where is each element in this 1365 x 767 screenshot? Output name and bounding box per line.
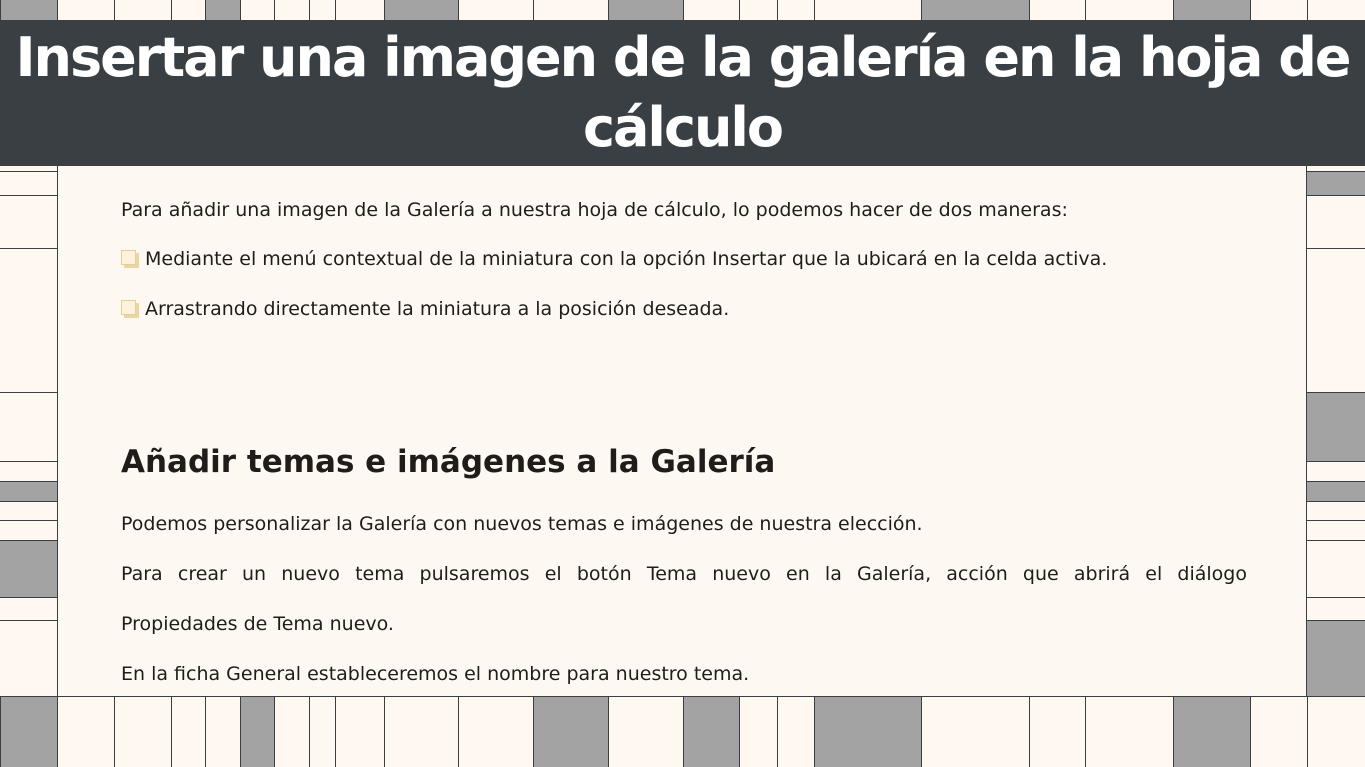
grid-cell <box>57 0 115 21</box>
grid-cell <box>0 171 58 196</box>
grid-cell <box>777 0 815 21</box>
grid-cell <box>458 696 534 767</box>
grid-cell <box>1085 696 1174 767</box>
grid-cell <box>533 0 609 21</box>
grid-cell <box>608 696 684 767</box>
grid-cell <box>240 696 275 767</box>
grid-cell <box>335 696 385 767</box>
checkbox-bullet-icon <box>121 250 139 268</box>
grid-cell <box>777 696 815 767</box>
grid-cell <box>274 0 310 21</box>
intro-paragraph: Para añadir una imagen de la Galería a nuestra hoja de cálculo, lo podemos hacer de dos maneras: <box>121 199 1068 221</box>
grid-cell <box>335 0 385 21</box>
grid-cell <box>0 501 58 521</box>
grid-cell <box>1306 481 1365 502</box>
grid-cell <box>0 520 58 541</box>
grid-cell <box>114 0 172 21</box>
grid-cell <box>1306 540 1365 598</box>
grid-cell <box>0 195 58 249</box>
grid-cell <box>533 696 609 767</box>
grid-cell <box>1250 0 1308 21</box>
grid-cell <box>1173 0 1251 21</box>
grid-cell <box>0 0 58 21</box>
grid-cell <box>1029 0 1086 21</box>
grid-cell <box>1306 461 1365 482</box>
title-banner <box>0 20 1365 166</box>
list-item-text: Arrastrando directamente la miniatura a la posición deseada. <box>145 298 730 320</box>
paragraph-new-theme-line2: Propiedades de Tema nuevo. <box>121 613 394 635</box>
grid-cell <box>1173 696 1251 767</box>
grid-cell <box>309 0 336 21</box>
grid-cell <box>608 0 684 21</box>
section-heading: Añadir temas e imágenes a la Galería <box>121 444 776 480</box>
grid-cell <box>0 696 58 767</box>
grid-cell <box>205 0 241 21</box>
grid-cell <box>1307 0 1365 21</box>
list-item-text: Mediante el menú contextual de la miniatura con la opción Insertar que la ubicará en la celda activa. <box>145 248 1108 270</box>
grid-cell <box>0 461 58 482</box>
content-panel <box>57 166 1307 697</box>
grid-cell <box>1306 171 1365 196</box>
grid-cell <box>1306 597 1365 621</box>
grid-cell <box>1306 248 1365 393</box>
paragraph-personalize: Podemos personalizar la Galería con nuevos temas e imágenes de nuestra elección. <box>121 513 923 535</box>
grid-cell <box>739 696 778 767</box>
list-item <box>121 246 1107 272</box>
grid-cell <box>384 696 459 767</box>
grid-cell <box>0 620 58 698</box>
page-title: Insertar una imagen de la galería en la hoja de cálculo <box>15 26 1350 159</box>
checkbox-bullet-icon <box>121 300 139 318</box>
grid-cell <box>458 0 534 21</box>
grid-cell <box>1085 0 1174 21</box>
grid-cell <box>114 696 172 767</box>
grid-cell <box>274 696 310 767</box>
grid-cell <box>814 0 922 21</box>
grid-cell <box>683 696 740 767</box>
grid-cell <box>309 696 336 767</box>
grid-cell <box>240 0 275 21</box>
grid-cell <box>0 540 58 598</box>
grid-cell <box>171 696 206 767</box>
grid-cell <box>0 248 58 393</box>
grid-cell <box>205 696 241 767</box>
grid-cell <box>1306 392 1365 462</box>
grid-cell <box>1029 696 1086 767</box>
grid-cell <box>1306 620 1365 698</box>
paragraph-new-theme-line1: Para crear un nuevo tema pulsaremos el botón Tema nuevo en la Galería, acción que abrirá el diálogo <box>121 563 1247 585</box>
grid-cell <box>0 597 58 621</box>
grid-cell <box>739 0 778 21</box>
grid-cell <box>0 392 58 462</box>
grid-cell <box>384 0 459 21</box>
grid-cell <box>1250 696 1308 767</box>
grid-cell <box>1307 696 1365 767</box>
grid-cell <box>171 0 206 21</box>
list-item <box>121 296 729 322</box>
grid-cell <box>683 0 740 21</box>
grid-cell <box>1306 520 1365 541</box>
grid-cell <box>1306 195 1365 249</box>
paragraph-general-tab: En la ficha General estableceremos el nombre para nuestro tema. <box>121 663 750 685</box>
grid-cell <box>57 696 115 767</box>
grid-cell <box>921 696 1030 767</box>
grid-cell <box>1306 501 1365 521</box>
grid-cell <box>814 696 922 767</box>
grid-cell <box>0 481 58 502</box>
grid-cell <box>921 0 1030 21</box>
